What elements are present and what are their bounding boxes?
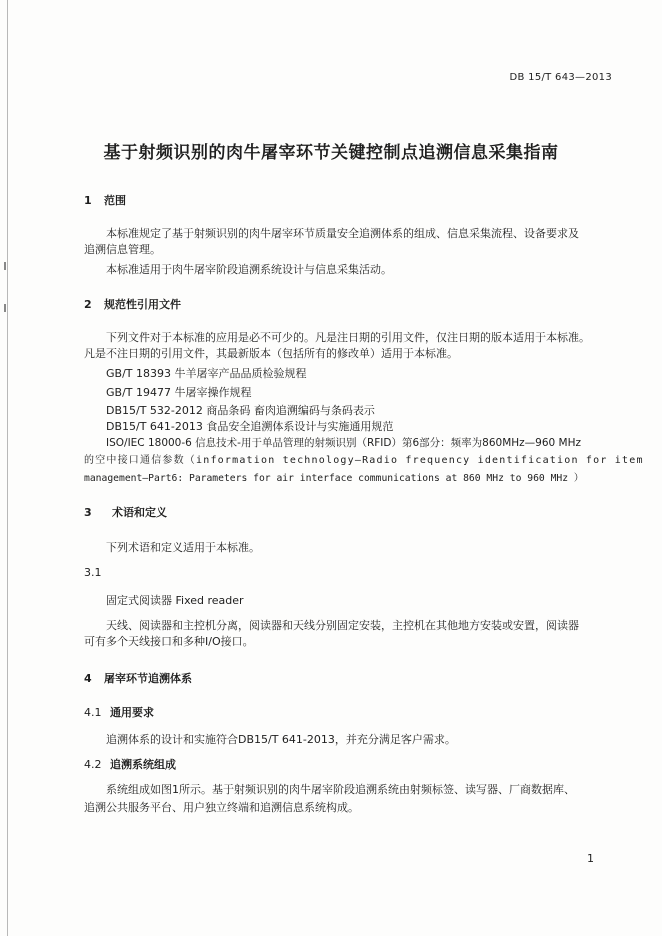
section-3-heading [84,504,167,520]
s1-para2: 本标准适用于肉牛屠宰阶段追溯系统设计与信息采集活动。 [106,263,392,276]
s42-para-line2: 追溯公共服务平台、用户独立终端和追溯信息系统构成。 [84,801,359,814]
s2-para1-line2: 凡是不注日期的引用文件，其最新版本（包括所有的修改单）适用于本标准。 [84,347,458,360]
section-1-heading [84,192,126,208]
s42-para-line1: 系统组成如图1所示。基于射频识别的肉牛屠宰阶段追溯系统由射频标签、读写器、厂商数据库、 [106,783,575,796]
iso-ref-line3: management—Part6: Parameters for air interface communications at 860 MHz to 960 MHz ） [84,473,584,484]
scan-edge-mark [4,262,6,270]
reference-item: DB15/T 641-2013 食品安全追溯体系设计与实施通用规范 [106,420,394,433]
document-title: 基于射频识别的肉牛屠宰环节关键控制点追溯信息采集指南 [103,143,559,163]
section-number: 2 [84,298,92,311]
reference-item: GB/T 18393 牛羊屠宰产品品质检验规程 [106,367,307,380]
subsection-4-1-heading [84,704,154,720]
subsection-title: 追溯系统组成 [110,758,176,771]
subsection-title: 通用要求 [110,706,154,719]
reference-item: GB/T 19477 牛屠宰操作规程 [106,386,252,399]
s2-para1-line1: 下列文件对于本标准的应用是必不可少的。凡是注日期的引用文件，仅注日期的版本适用于本标准。 [106,331,590,344]
section-4-heading [84,670,192,686]
scan-edge-mark [4,304,6,312]
s41-para: 追溯体系的设计和实施符合DB15/T 641-2013，并充分满足客户需求。 [106,733,456,746]
iso-ref-line1: ISO/IEC 18000-6 信息技术-用于单品管理的射频识别（RFID）第6部分：频率为860MHz—960 MHz [106,437,582,449]
section-2-heading [84,296,181,312]
section-title: 屠宰环节追溯体系 [104,672,192,685]
section-title: 术语和定义 [112,506,167,519]
term-definition-line1: 天线、阅读器和主控机分离，阅读器和天线分别固定安装，主控机在其他地方安装或安置，阅读器 [106,619,579,632]
term-fixed-reader: 固定式阅读器 Fixed reader [106,594,244,607]
term-definition-line2: 可有多个天线接口和多种I/O接口。 [84,635,254,648]
section-number: 1 [84,194,92,207]
s3-para1: 下列术语和定义适用于本标准。 [106,541,260,554]
section-number: 3 [84,506,92,519]
subsection-number: 4.1 [84,706,102,719]
section-title: 范围 [104,194,126,207]
iso-ref-line2: 的空中接口通信参数（information technology—Radio frequency identification for item [84,455,644,466]
section-title: 规范性引用文件 [104,298,181,311]
subsection-4-2-heading [84,756,176,772]
s1-para1-line1: 本标准规定了基于射频识别的肉牛屠宰环节质量安全追溯体系的组成、信息采集流程、设备要求及 [106,227,579,240]
s1-para1-line2: 追溯信息管理。 [84,243,161,256]
reference-item: DB15/T 532-2012 商品条码 畜肉追溯编码与条码表示 [106,404,375,417]
doc-id-header: DB 15/T 643—2013 [509,72,612,83]
subsection-number: 4.2 [84,758,102,771]
page-number: 1 [587,852,594,865]
section-number: 4 [84,672,92,685]
subsection-3-1-number: 3.1 [84,566,102,579]
